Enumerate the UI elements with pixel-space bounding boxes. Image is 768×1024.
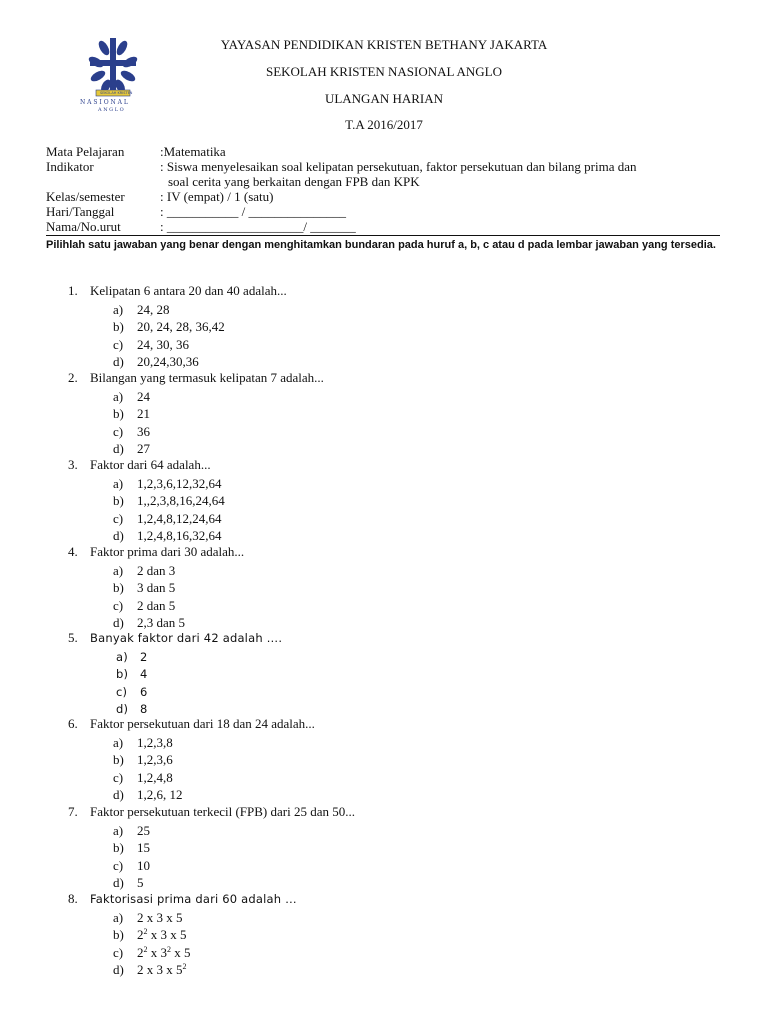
option-text: $2^2$ x $3^2$ x 5 (137, 944, 191, 960)
option-letter: c) (113, 510, 124, 526)
option-1-c[interactable] (113, 337, 189, 353)
option-letter: b) (113, 580, 124, 596)
option-letter: c) (113, 336, 124, 352)
option-3-c[interactable] (113, 511, 222, 527)
question-2 (68, 370, 324, 386)
option-text: 1,2,3,8 (137, 735, 173, 750)
option-4-a[interactable] (113, 563, 175, 579)
info-label-class: Kelas/semester (46, 189, 125, 204)
option-5-c[interactable] (116, 684, 148, 700)
question-text: Faktor persekutuan terkecil (FPB) dari 25 dan 50... (90, 804, 355, 819)
option-letter: d) (116, 701, 129, 716)
option-text: 24, 28 (137, 302, 170, 317)
option-3-d[interactable] (113, 528, 222, 544)
option-letter: a) (113, 389, 124, 404)
option-2-c[interactable] (113, 424, 150, 440)
question-number: 5. (68, 630, 78, 645)
info-value-name: : _____________________/ _______ (160, 219, 356, 234)
option-text: 1,2,3,6,12,32,64 (137, 476, 222, 491)
question-text: Banyak faktor dari 42 adalah …. (90, 631, 283, 645)
option-letter: d) (113, 786, 124, 802)
option-letter: b) (113, 927, 124, 943)
academic-year: T.A 2016/2017 (345, 117, 423, 132)
option-letter: a) (116, 650, 128, 664)
option-text: 2 x 3 x 5 (137, 910, 183, 925)
option-7-c[interactable] (113, 858, 150, 874)
option-text: 4 (140, 667, 148, 682)
logo-text-nasional: N A S I O N A L (80, 99, 128, 106)
option-1-d[interactable] (113, 354, 199, 370)
foundation-title: YAYASAN PENDIDIKAN KRISTEN BETHANY JAKARTA (220, 37, 548, 52)
option-text: 27 (137, 440, 150, 456)
option-5-b[interactable] (116, 666, 148, 682)
question-4 (68, 544, 244, 560)
option-letter: d) (113, 527, 124, 543)
option-letter: d) (113, 440, 124, 456)
question-text: Kelipatan 6 antara 20 dan 40 adalah... (90, 283, 287, 298)
info-value-date: : ___________ / _______________ (160, 204, 346, 219)
question-number: 1. (68, 283, 78, 298)
option-text: $2^2$ x 3 x 5 (137, 927, 187, 943)
option-letter: a) (113, 476, 124, 491)
option-letter: c) (113, 857, 124, 873)
question-text: Faktor prima dari 30 adalah... (90, 544, 245, 559)
info-label-subject: Mata Pelajaran (46, 144, 125, 159)
option-8-b[interactable] (113, 927, 187, 943)
option-5-d[interactable] (116, 701, 148, 717)
question-text: Faktorisasi prima dari 60 adalah … (90, 892, 297, 906)
question-7 (68, 804, 355, 820)
option-text: 1,2,4,8,12,24,64 (137, 510, 222, 526)
question-number: 8. (68, 891, 78, 906)
option-letter: c) (113, 944, 124, 960)
option-letter: c) (113, 423, 124, 439)
option-8-a[interactable] (113, 910, 183, 926)
option-text: 1,2,4,8,16,32,64 (137, 527, 222, 543)
option-letter: d) (113, 353, 124, 369)
option-text: 20, 24, 28, 36,42 (137, 319, 225, 335)
option-letter: a) (113, 563, 124, 578)
option-2-b[interactable] (113, 406, 150, 422)
option-text: 21 (137, 406, 150, 422)
option-letter: d) (113, 874, 124, 890)
option-4-c[interactable] (113, 598, 175, 614)
option-text: 2 dan 5 (137, 597, 176, 613)
question-number: 4. (68, 544, 78, 559)
option-text: 2 dan 3 (137, 563, 176, 578)
option-4-b[interactable] (113, 580, 175, 596)
option-3-b[interactable] (113, 493, 225, 509)
option-text: 1,,2,3,8,16,24,64 (137, 493, 225, 509)
info-value-indicator: : Siswa menyelesaikan soal kelipatan persekutuan, faktor persekutuan dan bilang prima dan (160, 159, 637, 174)
instructions: Pilihlah satu jawaban yang benar dengan menghitamkan bundaran pada huruf a, b, c atau d pada lembar jawaban yang tersedia. (46, 239, 716, 251)
option-letter: a) (113, 302, 124, 317)
option-letter: b) (113, 319, 124, 335)
question-number: 6. (68, 716, 78, 731)
option-letter: b) (113, 752, 124, 768)
exam-title: ULANGAN HARIAN (324, 91, 444, 106)
question-number: 2. (68, 370, 78, 385)
option-8-c[interactable] (113, 945, 191, 961)
option-text: 24 (137, 389, 150, 404)
info-value-class: : IV (empat) / 1 (satu) (160, 189, 274, 204)
option-text: 1,2,6, 12 (137, 786, 183, 802)
option-letter: b) (113, 840, 124, 856)
option-2-d[interactable] (113, 441, 150, 457)
option-letter: d) (113, 961, 124, 977)
question-text: Faktor persekutuan dari 18 dan 24 adalah... (90, 716, 315, 731)
logo-text-anglo: A N G L O (98, 107, 124, 113)
option-text: 1,2,4,8 (137, 769, 173, 785)
option-1-b[interactable] (113, 319, 225, 335)
question-text: Faktor dari 64 adalah... (90, 457, 211, 472)
question-text: Bilangan yang termasuk kelipatan 7 adalah... (90, 370, 324, 385)
option-2-a[interactable] (113, 389, 150, 405)
question-3 (68, 457, 211, 473)
option-4-d[interactable] (113, 615, 185, 631)
question-6 (68, 716, 315, 732)
option-letter: b) (113, 406, 124, 422)
option-7-d[interactable] (113, 875, 144, 891)
option-1-a[interactable] (113, 302, 170, 318)
option-text: 2,3 dan 5 (137, 614, 186, 630)
option-text: 36 (137, 423, 150, 439)
option-8-d[interactable] (113, 962, 187, 978)
option-3-a[interactable] (113, 476, 222, 492)
option-text: 2 x 3 x $5^2$ (137, 961, 187, 977)
info-label-date: Hari/Tanggal (46, 204, 115, 219)
option-5-a[interactable] (116, 649, 148, 665)
option-text: 25 (137, 823, 150, 838)
option-6-c[interactable] (113, 770, 173, 786)
option-letter: d) (113, 614, 124, 630)
option-letter: a) (113, 823, 124, 838)
option-6-b[interactable] (113, 752, 173, 768)
option-6-d[interactable] (113, 787, 183, 803)
option-text: 5 (137, 874, 144, 890)
logo-banner-text: SEKOLAH KRISTEN (100, 91, 133, 95)
option-text: 15 (137, 840, 150, 856)
option-letter: b) (116, 667, 129, 682)
info-label-name: Nama/No.urut (46, 219, 121, 234)
info-value-indicator-cont: soal cerita yang berkaitan dengan FPB dan KPK (168, 174, 420, 189)
option-text: 6 (140, 684, 148, 699)
option-text: 24, 30, 36 (137, 336, 189, 352)
option-letter: a) (113, 735, 124, 750)
school-title: SEKOLAH KRISTEN NASIONAL ANGLO (265, 64, 503, 79)
option-7-a[interactable] (113, 823, 150, 839)
option-letter: c) (116, 684, 128, 699)
option-text: 20,24,30,36 (137, 353, 199, 369)
question-8 (68, 891, 297, 907)
question-number: 3. (68, 457, 78, 472)
option-text: 2 (140, 650, 148, 664)
option-text: 1,2,3,6 (137, 752, 173, 768)
info-label-indicator: Indikator (46, 159, 94, 174)
question-number: 7. (68, 804, 78, 819)
option-letter: a) (113, 910, 124, 925)
option-7-b[interactable] (113, 840, 150, 856)
question-1 (68, 283, 287, 299)
option-text: 10 (137, 857, 150, 873)
option-letter: c) (113, 769, 124, 785)
option-text: 8 (140, 701, 148, 716)
info-value-subject: :Matematika (160, 144, 226, 159)
question-5 (68, 630, 282, 646)
option-letter: b) (113, 493, 124, 509)
option-text: 3 dan 5 (137, 580, 176, 596)
option-letter: c) (113, 597, 124, 613)
option-6-a[interactable] (113, 735, 173, 751)
